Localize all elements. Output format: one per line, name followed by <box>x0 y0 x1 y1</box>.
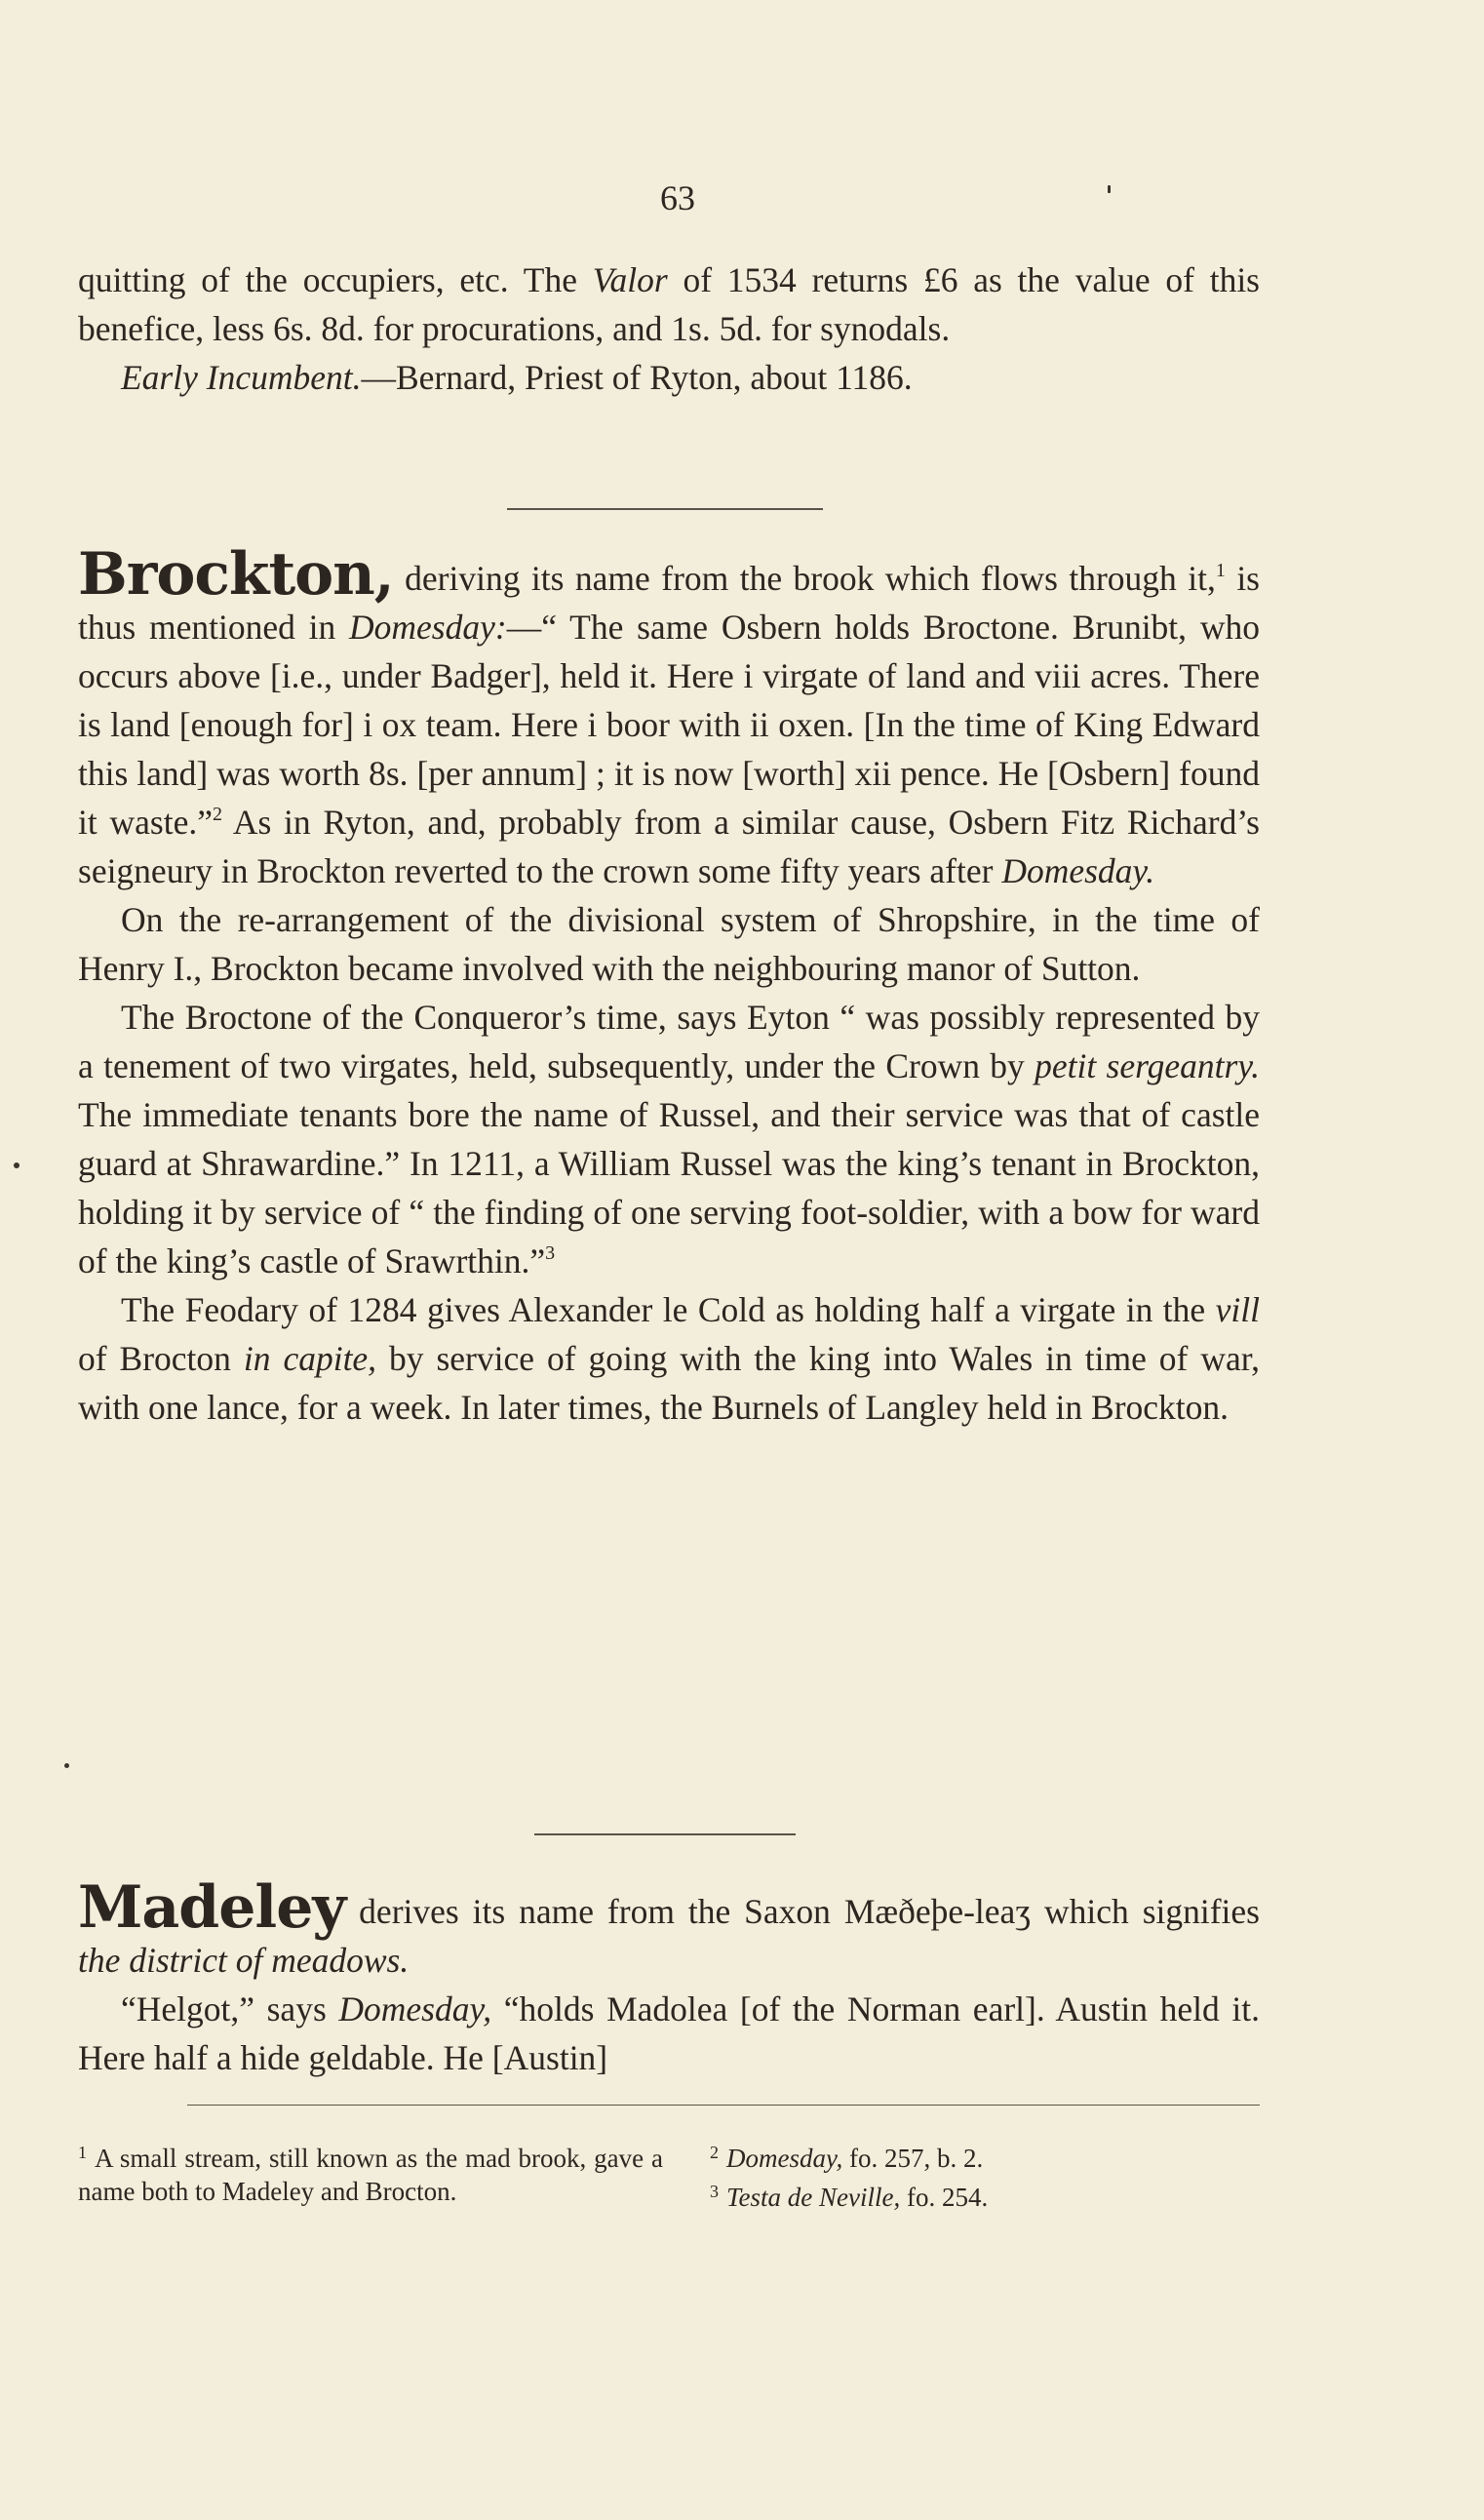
early-incumbent-text: —Bernard, Priest of Ryton, about 1186. <box>361 358 913 397</box>
text-run: of 1534 returns £6 as the value of this benefice, less 6s. 8d. for procurations, and 1s. 5d. for synodals. <box>78 260 1260 348</box>
text-run: is thus mentioned in <box>78 559 1260 647</box>
text-run: deriving its name from the brook which flows through it, <box>393 559 1216 598</box>
brockton-paragraph-2: On the re-arrangement of the divisional system of Shropshire, in the time of Henry I., Brockton became involved with the neighbouring manor of Sutton. <box>78 900 1260 988</box>
domesday-italic: Domesday: <box>349 608 507 647</box>
page-number: 63 <box>660 178 695 217</box>
vill-italic: vill <box>1215 1290 1260 1329</box>
footnotes-right-column <box>710 2136 1256 2214</box>
valor-italic: Valor <box>592 260 668 299</box>
footnote-number: 1 <box>78 2143 87 2162</box>
text-run: quitting of the occupiers, etc. The <box>78 260 593 299</box>
brockton-paragraph-4 <box>78 1285 1260 1432</box>
footnote-1 <box>78 2136 663 2208</box>
meadows-italic: the district of meadows. <box>78 1941 410 1980</box>
footnote-text: A small stream, still known as the mad brook, gave a name both to Madeley and Brocton. <box>78 2144 663 2206</box>
text-run: —“ The same Osbern holds Broctone. Brunibt, who occurs above [i.e., under Badger], held it. Here i virgate of land and viii acres. There is land [enough for] i ox team. Here i boor with ii oxen. [In the time of King Edward this land] was worth 8s. [per annum] ; it is now [worth] xii pence. He [Osbern] found it waste.” <box>78 608 1260 842</box>
brockton-section <box>78 540 1261 1432</box>
footnote-ref-1[interactable]: 1 <box>1215 560 1226 581</box>
text-run: “holds Madolea [of the Norman earl]. Austin held it. Here half a hide geldable. He [Austin] <box>78 1989 1260 2077</box>
text-run: The immediate tenants bore the name of Russel, and their service was that of castle guard at Shrawardine.” In 1211, a William Russel was the king’s tenant in Brockton, holding it by service of “ the finding of one serving foot-soldier, with a bow for ward of the king’s castle of Srawrthin.” <box>78 1095 1260 1280</box>
text-run: The Feodary of 1284 gives Alexander le Cold as holding half a virgate in the <box>121 1290 1216 1329</box>
early-incumbent-paragraph <box>78 353 1260 402</box>
section-divider <box>534 1833 796 1835</box>
madeley-paragraph-1 <box>78 1873 1260 1985</box>
section-divider <box>507 508 823 510</box>
domesday-italic: Domesday, <box>338 1989 492 2028</box>
footnote-2 <box>710 2136 1256 2175</box>
madeley-section <box>78 1873 1260 2082</box>
text-run: As in Ryton, and, probably from a similar cause, Osbern Fitz Richard’s seigneury in Brockton reverted to the crown some fifty years after <box>78 803 1261 890</box>
footnote-text: fo. 254. <box>900 2183 989 2212</box>
text-run: by service of going with the king into Wales in time of war, with one lance, for a week. In later times, the Burnels of Langley held in Brockton. <box>78 1339 1260 1427</box>
footnote-text: fo. 257, b. 2. <box>842 2144 984 2173</box>
text-run: “Helgot,” says <box>121 1989 339 2028</box>
footnote-divider <box>187 2105 1260 2106</box>
brockton-paragraph-3 <box>78 993 1260 1285</box>
stray-ink-mark <box>1108 185 1111 193</box>
footnote-italic: Domesday, <box>726 2144 843 2173</box>
madeley-heading: Madeley <box>78 1873 346 1942</box>
footnote-number: 3 <box>710 2182 719 2201</box>
early-incumbent-label: Early Incumbent. <box>121 358 362 397</box>
footnote-ref-3[interactable]: 3 <box>545 1242 556 1264</box>
madeley-paragraph-2 <box>78 1985 1260 2082</box>
stray-ink-mark <box>64 1763 69 1768</box>
text-run: The Broctone of the Conqueror’s time, says Eyton “ was possibly represented by a tenement of two virgates, held, subsequently, under the Crown by <box>78 998 1260 1085</box>
brockton-paragraph-1 <box>78 540 1261 895</box>
top-text-block <box>78 256 1260 402</box>
continuation-paragraph <box>78 256 1260 353</box>
footnote-ref-2[interactable]: 2 <box>212 804 222 825</box>
domesday-italic: Domesday. <box>1001 851 1155 890</box>
footnote-number: 2 <box>710 2143 719 2162</box>
text-run: of Brocton <box>78 1339 244 1378</box>
text-run: derives its name from the Saxon Mæðeþe-leaʒ which signifies <box>345 1892 1260 1931</box>
brockton-heading: Brockton, <box>78 540 394 609</box>
petit-sergeantry-italic: petit sergeantry. <box>1035 1046 1260 1085</box>
stray-ink-mark <box>14 1162 20 1168</box>
footnote-italic: Testa de Neville, <box>726 2183 901 2212</box>
in-capite-italic: in capite, <box>243 1339 377 1378</box>
footnote-3 <box>710 2175 1256 2214</box>
